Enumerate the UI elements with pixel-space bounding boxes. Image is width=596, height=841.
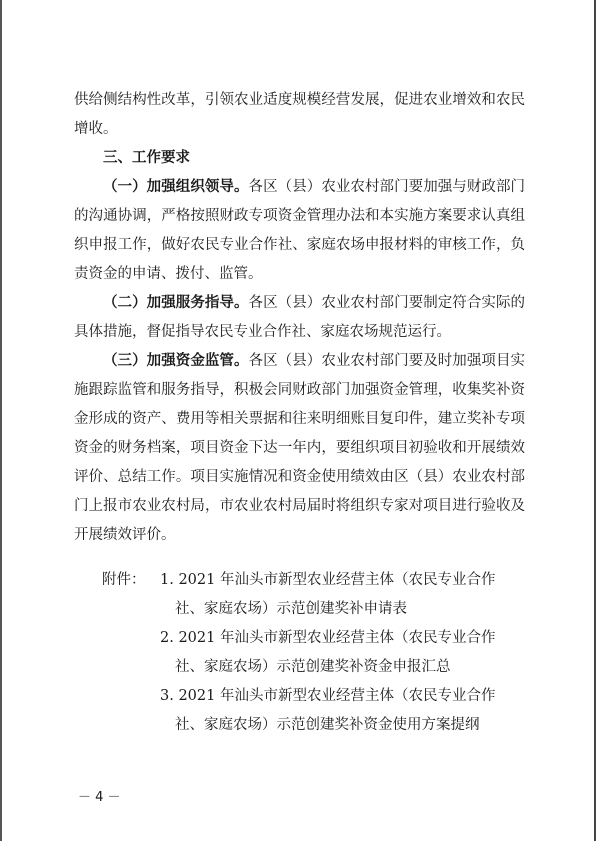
attachments-label: 附件：	[102, 572, 146, 588]
paragraph-lead: （一）加强组织领导。	[103, 179, 249, 195]
section-heading: 三、工作要求	[103, 150, 190, 166]
paragraph-organization	[74, 173, 525, 289]
page-number: － 4 －	[78, 790, 121, 805]
paragraph-text: 各区（县）农业农村部门要及时加强项目实施跟踪监管和服务指导，积极会同财政部门加强资金管理，收集奖补资金形成的资产、费用等相关票据和往来明细账目复印件，建立奖补专项资金的财务档案，项目资金下达一年内，要组织项目初验收和开展绩效评价、总结工作。项目实施情况和资金使用绩效由区（县）农业农村部门上报市农业农村局，市农业农村局届时将组织专家对项目进行验收及开展绩效评价。	[74, 353, 526, 543]
left-edge-rule	[0, 0, 2, 841]
attachment-item	[74, 682, 525, 740]
paragraph-lead: （二）加强服务指导。	[103, 295, 249, 311]
paragraph-text: 各区（县）农业农村部门要加强与财政部门的沟通协调，严格按照财政专项资金管理办法和本实施方案要求认真组织申报工作，做好农民专业合作社、家庭农场申报材料的审核工作，负责资金的申请、拨付、监管。	[74, 179, 526, 282]
attachment-line: 3. 2021 年汕头市新型农业经营主体（农民专业合作	[160, 688, 496, 704]
paragraph-funds	[74, 347, 525, 550]
paragraph-lead: （三）加强资金监管。	[103, 353, 249, 369]
attachment-item	[74, 624, 525, 682]
paragraph-text: 各区（县）农业农村部门要制定符合实际的具体措施，督促指导农民专业合作社、家庭农场规范运行。	[74, 295, 526, 340]
attachment-line: 社、家庭农场）示范创建奖补资金申报汇总	[175, 659, 451, 675]
attachment-line: 社、家庭农场）示范创建奖补申请表	[175, 601, 407, 617]
attachments-list	[74, 566, 525, 740]
paragraph-service	[74, 289, 525, 347]
paragraph-continuation: 供给侧结构性改革，引领农业适度规模经营发展，促进农业增效和农民增收。	[74, 92, 525, 137]
attachment-item	[74, 566, 525, 624]
attachment-line: 1. 2021 年汕头市新型农业经营主体（农民专业合作	[160, 572, 496, 588]
attachment-line: 社、家庭农场）示范创建奖补资金使用方案提纲	[175, 717, 480, 733]
body-text	[74, 86, 525, 550]
attachment-line: 2. 2021 年汕头市新型农业经营主体（农民专业合作	[160, 630, 496, 646]
